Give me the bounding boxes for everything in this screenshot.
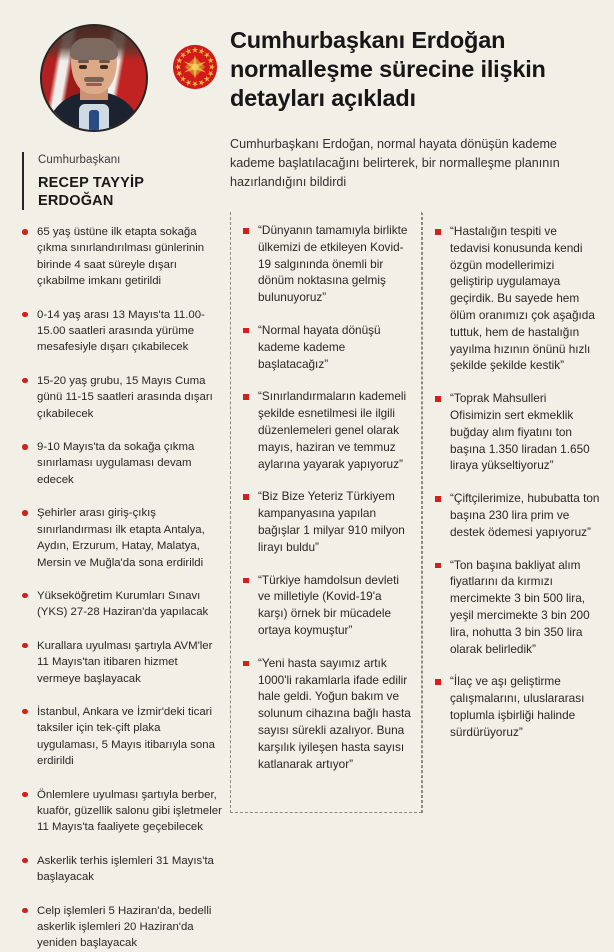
person-name: RECEP TAYYİP ERDOĞAN: [38, 175, 144, 209]
portrait-moustache: [84, 77, 104, 82]
portrait-eyebrow-right: [99, 60, 110, 63]
list-item: “Dünyanın tamamıyla birlikte ülkemizi de etkileyen Kovid-19 salgınında önemli bir dönüm noktasına gelmiş bulunuyoruz”: [243, 222, 411, 306]
portrait-eye-right: [100, 65, 108, 69]
list-item: Celp işlemleri 5 Haziran'da, bedelli askerlik işlemleri 20 Haziran'da yeniden başlayacak: [22, 901, 224, 952]
content-columns: [0, 212, 614, 950]
headline-block: [222, 22, 600, 205]
list-item: 0-14 yaş arası 13 Mayıs'ta 11.00-15.00 saatleri arasında yürüme mesafesiyle dışarı çıkabilecek: [22, 305, 224, 356]
list-item: “Yeni hasta sayımız artık 1000'li rakamlarla ifade edilir hale geldi. Yoğun bakım ve solunum cihazına bağlı hasta sayısı sürekli azalıyor. Buna karşılık iyileşen hasta sayısı katlanarak artıyor”: [243, 655, 411, 773]
person-block: [22, 22, 222, 210]
list-item: “Türkiye hamdolsun devleti ve milletiyle (Kovid-19'a karşı) örnek bir mücadele ortaya koymuştur”: [243, 572, 411, 639]
measures-list: [22, 212, 224, 952]
header: [0, 0, 614, 212]
column-right: [422, 212, 608, 813]
portrait-recep-tayyip-erdogan: [40, 24, 148, 132]
list-item: 9-10 Mayıs'ta da sokağa çıkma sınırlaması uygulaması devam edecek: [22, 437, 224, 488]
portrait-tie: [89, 110, 99, 132]
portrait-eyebrow-left: [78, 60, 89, 63]
portrait-mouth: [86, 83, 102, 86]
page-title: Cumhurbaşkanı Erdoğan normalleşme sürecine ilişkin detayları açıkladı: [230, 27, 546, 111]
list-item: 65 yaş üstüne ilk etapta sokağa çıkma sınırlandırılması günlerinin birinde 4 saat süreyle dışarı çıkabilme imkanı getirildi: [22, 222, 224, 290]
quotes-list-right: [435, 213, 600, 741]
turkish-presidency-emblem-icon: [172, 44, 218, 90]
list-item: “Hastalığın tespiti ve tedavisi konusunda kendi özgün modellerimizi geliştirip uygulamaya geçirdik. Bu sayede hem ölüm oranımızı çok aşağıda tuttuk, hem de hastalığın yayılma hızının önünü hızlı şekilde şekilde kestik”: [435, 223, 600, 374]
list-item: “Ton başına bakliyat alım fiyatlarını da kırmızı mercimekte 3 bin 500 lira, yeşil mercimekte 3 bin 200 lira, nohutta 3 bin 350 lira olarak belirledik”: [435, 557, 600, 658]
list-item: “Çiftçilerimize, hububatta ton başına 230 lira prim ve destek ödemesi yapıyoruz”: [435, 490, 600, 540]
column-left: [22, 212, 230, 950]
list-item: Önlemlere uyulması şartıyla berber, kuaför, güzellik salonu gibi işletmeler 11 Mayıs'ta faaliyete geçebilecek: [22, 785, 224, 836]
list-item: “Biz Bize Yeteriz Türkiyem kampanyasına yapılan bağışlar 1 milyar 910 milyon lirayı buldu”: [243, 488, 411, 555]
list-item: “İlaç ve aşı geliştirme çalışmalarını, uluslararası toplumla işbirliği halinde sürdürüyoruz”: [435, 673, 600, 740]
list-item: Yükseköğretim Kurumları Sınavı (YKS) 27-28 Haziran'da yapılacak: [22, 586, 224, 621]
portrait-eye-left: [79, 65, 87, 69]
list-item: “Toprak Mahsulleri Ofisimizin sert ekmeklik buğday alım fiyatını ton başına 1.350 liradan 1.650 liraya yükseltiyoruz”: [435, 390, 600, 474]
page-standfirst: Cumhurbaşkanı Erdoğan, normal hayata dönüşün kademe kademe başlatılacağını belirterek, bir normalleşme planının hazırlandığını bildirdi: [230, 137, 560, 189]
list-item: Askerlik terhis işlemleri 31 Mayıs'ta başlayacak: [22, 851, 224, 886]
list-item: İstanbul, Ankara ve İzmir'deki ticari taksiler için tek-çift plaka uygulaması, 5 Mayıs itibarıyla sona erdirildi: [22, 702, 224, 770]
list-item: 15-20 yaş grubu, 15 Mayıs Cuma günü 11-15 saatleri arasında dışarı çıkabilecek: [22, 371, 224, 422]
list-item: Kurallara uyulması şartıyla AVM'ler 11 Mayıs'tan itibaren hizmet vermeye başlayacak: [22, 636, 224, 687]
quotes-list-middle: [243, 212, 411, 772]
portrait-row: [22, 22, 222, 138]
list-item: “Normal hayata dönüşü kademe kademe başlatacağız”: [243, 322, 411, 372]
list-item: Şehirler arası giriş-çıkış sınırlandırması ilk etapta Antalya, Aydın, Erzurum, Hatay, Malatya, Mersin ve Muğla'da sona erdirildi: [22, 503, 224, 571]
portrait-hair: [70, 38, 118, 60]
column-middle: [230, 212, 422, 813]
person-role: Cumhurbaşkanı: [38, 154, 121, 166]
person-caption: [22, 152, 222, 210]
list-item: “Sınırlandırmaların kademeli şekilde esnetilmesi ile ilgili düzenlemeleri genel olarak mayıs, haziran ve temmuz aylarına yayarak yapıyoruz”: [243, 388, 411, 472]
